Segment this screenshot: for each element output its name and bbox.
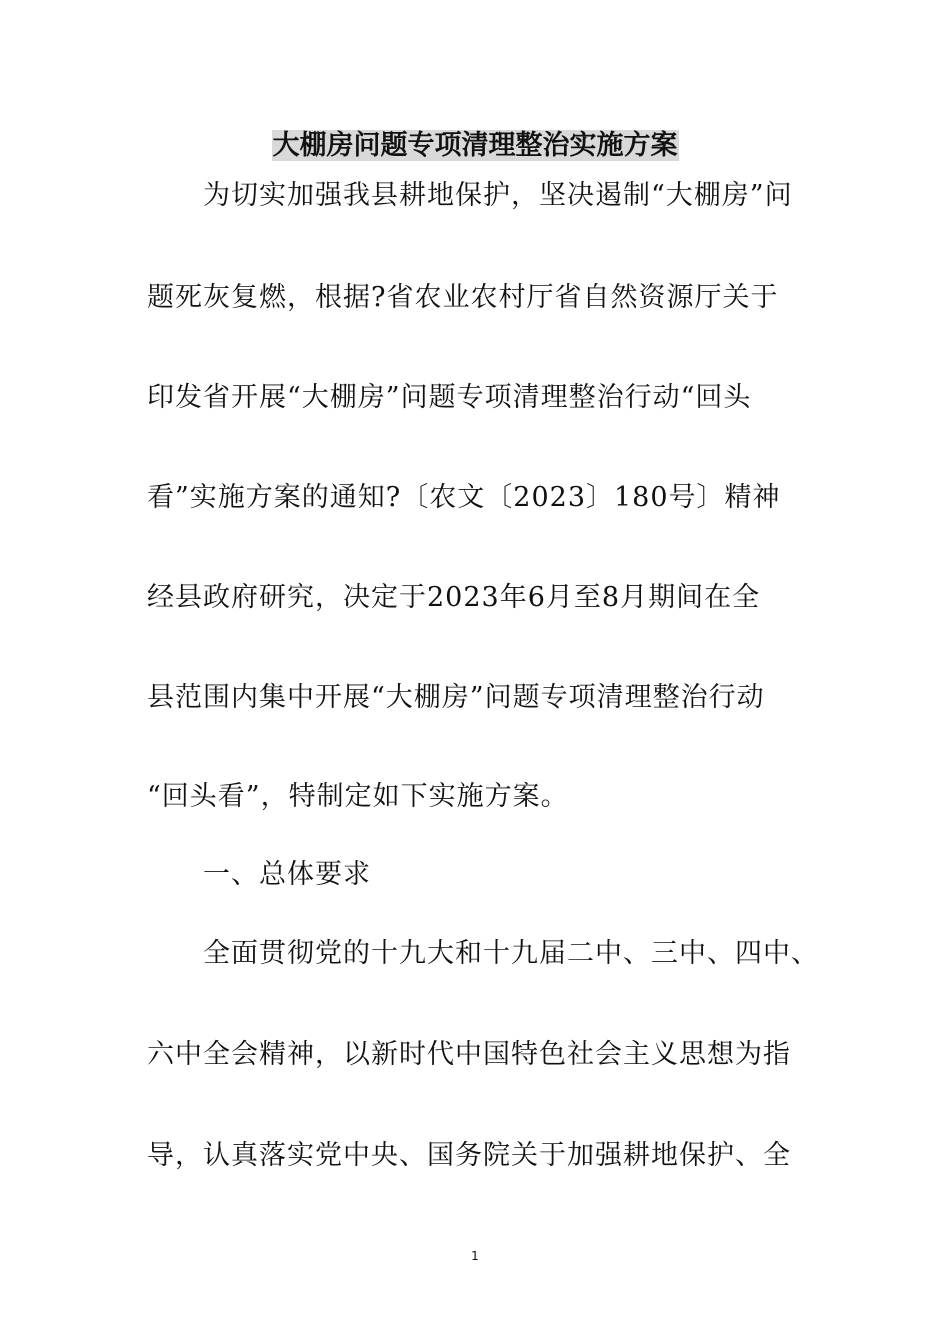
paragraph-line-1: 为切实加强我县耕地保护，坚决遏制“大棚房”问 <box>203 180 793 211</box>
section-heading-overall-requirements: 一、总体要求 <box>203 859 371 890</box>
paragraph-line-3: 印发省开展“大棚房”问题专项清理整治行动“回头 <box>147 382 752 413</box>
paragraph-line-2: 题死灰复燃，根据?省农业农村厅省自然资源厅关于 <box>147 282 779 313</box>
document-title-text: 大棚房问题专项清理整治实施方案 <box>272 130 678 161</box>
paragraph-line-9: 六中全会精神，以新时代中国特色社会主义思想为指 <box>147 1039 791 1070</box>
page-number: 1 <box>471 1249 479 1263</box>
paragraph-line-5: 经县政府研究，决定于2023年6月至8月期间在全 <box>147 582 761 613</box>
paragraph-line-7: “回头看”，特制定如下实施方案。 <box>147 781 569 812</box>
paragraph-line-8: 全面贯彻党的十九大和十九届二中、三中、四中、 <box>203 938 819 969</box>
paragraph-line-4: 看”实施方案的通知?〔农文〔2023〕180号〕精神 <box>147 482 781 513</box>
document-title <box>0 126 950 166</box>
paragraph-line-6: 县范围内集中开展“大棚房”问题专项清理整治行动 <box>147 682 765 713</box>
paragraph-line-10: 导，认真落实党中央、国务院关于加强耕地保护、全 <box>147 1140 791 1171</box>
